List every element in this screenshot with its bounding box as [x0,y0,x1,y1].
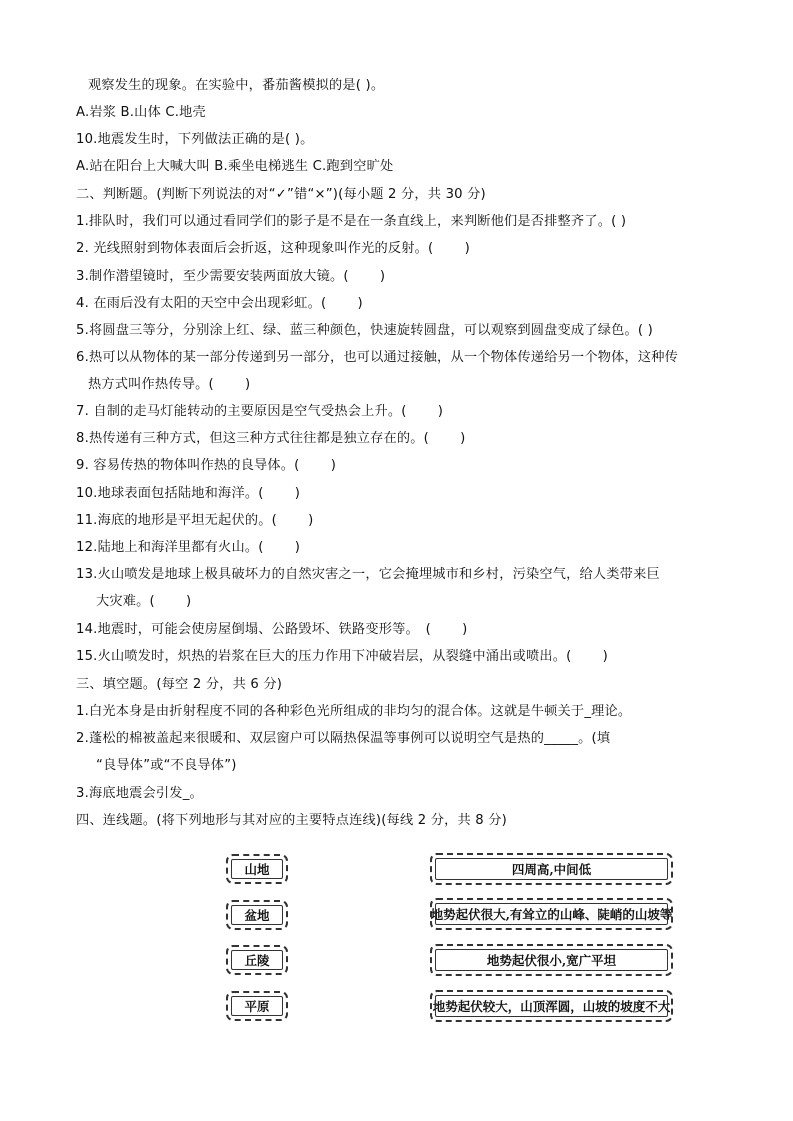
judge-item-1: 1.排队时，我们可以通过看同学们的影子是不是在一条直线上，来判断他们是否排整齐了。( ) [76,214,627,229]
judge-item-7: 7. 自制的走马灯能转动的主要原因是空气受热会上升。( ) [76,404,444,419]
judge-item-13-continued: 大灾难。( ) [96,594,192,609]
terrain-box-basin[interactable]: 盆地 [226,900,288,930]
judge-item-2: 2. 光线照射到物体表面后会折返，这种现象叫作光的反射。( ) [76,241,470,256]
question-9-stem-continued: 观察发生的现象。在实验中，番茄酱模拟的是( )。 [88,78,385,93]
section-3-heading: 三、填空题。(每空 2 分，共 6 分) [76,677,283,692]
section-2-heading: 二、判断题。(判断下列说法的对“✓”错“×”)(每小题 2 分，共 30 分) [76,187,486,202]
judge-item-6-continued: 热方式叫作热传导。( ) [88,377,251,392]
feature-box-1[interactable]: 四周高,中间低 [430,853,673,885]
section-4-heading: 四、连线题。(将下列地形与其对应的主要特点连线)(每线 2 分，共 8 分) [76,813,507,828]
feature-box-2[interactable]: 地势起伏很大,有耸立的山峰、陡峭的山坡等 [430,898,673,930]
judge-item-5: 5.将圆盘三等分，分别涂上红、绿、蓝三种颜色，快速旋转圆盘，可以观察到圆盘变成了绿色。( ) [76,323,653,338]
judge-item-10: 10.地球表面包括陆地和海洋。( ) [76,486,301,501]
terrain-box-mountain[interactable]: 山地 [226,854,288,884]
feature-box-3[interactable]: 地势起伏很小,宽广平坦 [430,944,673,976]
judge-item-8: 8.热传递有三种方式，但这三种方式往往都是独立存在的。( ) [76,431,466,446]
judge-item-14: 14.地震时，可能会使房屋倒塌、公路毁坏、铁路变形等。 ( ) [76,622,468,637]
judge-item-3: 3.制作潜望镜时，至少需要安装两面放大镜。( ) [76,269,386,284]
fill-item-1: 1.白光本身是由折射程度不同的各种彩色光所组成的非均匀的混合体。这就是牛顿关于_理论。 [76,704,632,719]
judge-item-13: 13.火山喷发是地球上极具破坏力的自然灾害之一，它会掩埋城市和乡村，污染空气，给人类带来巨 [76,567,660,582]
fill-item-3: 3.海底地震会引发_。 [76,786,203,801]
question-10-stem: 10.地震发生时，下列做法正确的是( )。 [76,132,314,147]
question-10-options: A.站在阳台上大喊大叫 B.乘坐电梯逃生 C.跑到空旷处 [76,159,394,174]
judge-item-4: 4. 在雨后没有太阳的天空中会出现彩虹。( ) [76,296,363,311]
question-9-options: A.岩浆 B.山体 C.地壳 [76,105,206,120]
fill-item-2: 2.蓬松的棉被盖起来很暖和、双层窗户可以隔热保温等事例可以说明空气是热的_____。(填 [76,731,611,746]
terrain-box-plain[interactable]: 平原 [226,991,288,1021]
judge-item-6: 6.热可以从物体的某一部分传递到另一部分，也可以通过接触，从一个物体传递给另一个物体，这种传 [76,350,679,365]
judge-item-9: 9. 容易传热的物体叫作热的良导体。( ) [76,458,337,473]
judge-item-15: 15.火山喷发时，炽热的岩浆在巨大的压力作用下冲破岩层，从裂缝中涌出或喷出。( ) [76,649,608,664]
judge-item-12: 12.陆地上和海洋里都有火山。( ) [76,540,301,555]
terrain-box-hills[interactable]: 丘陵 [226,945,288,975]
fill-item-2-continued: “良导体”或“不良导体”) [96,758,237,773]
feature-box-4[interactable]: 地势起伏较大，山顶浑圆，山坡的坡度不大 [430,990,673,1022]
judge-item-11: 11.海底的地形是平坦无起伏的。( ) [76,513,314,528]
